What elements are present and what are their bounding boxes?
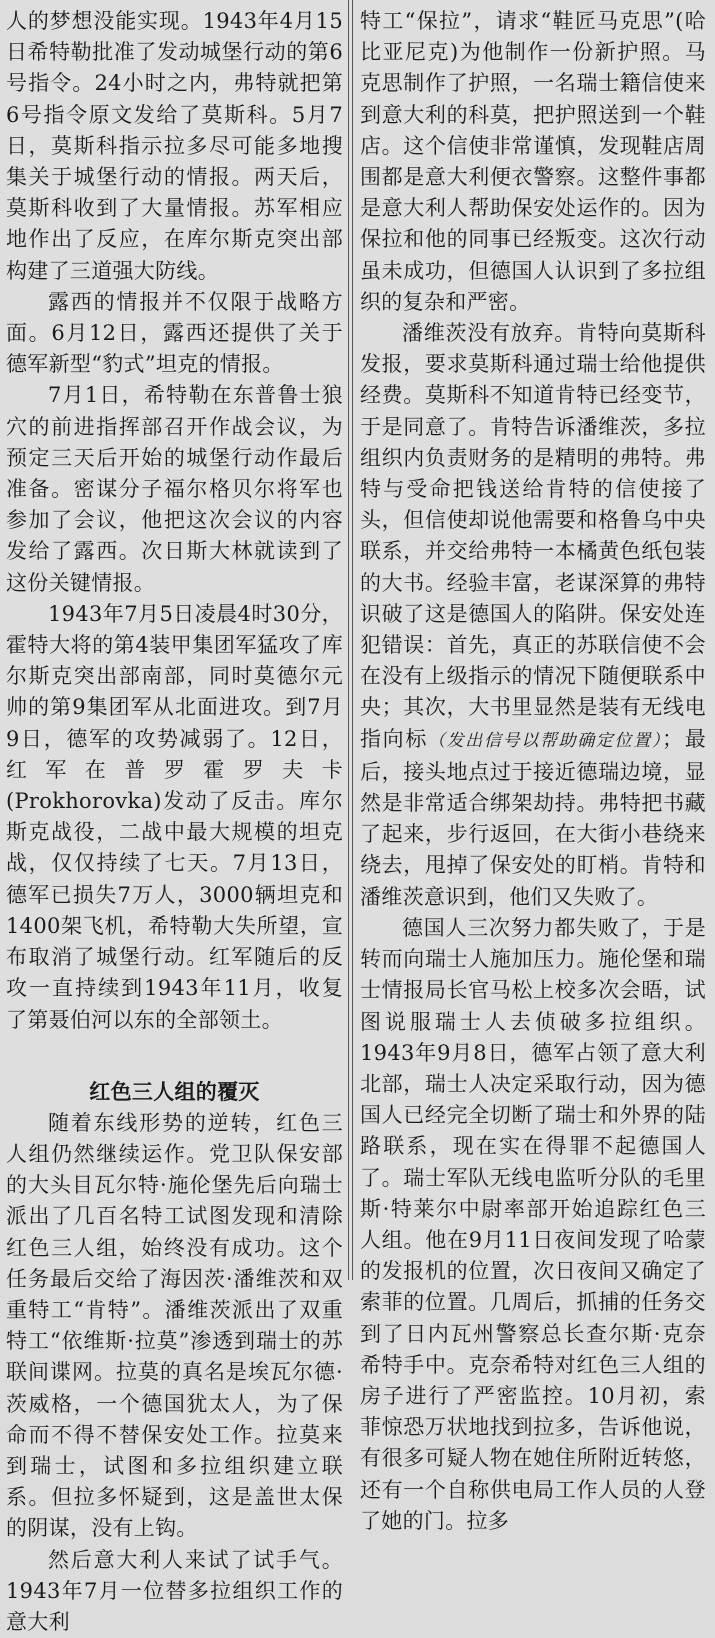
paragraph-text: 潘维茨没有放弃。肯特向莫斯科发报，要求莫斯科通过瑞士给他提供经费。莫斯科不知道肯特已经变节，于是同意了。肯特告诉潘维茨，多拉组织内负责财务的是精明的弗特。弗特与受命把钱送给肯特的信使接了头，但信使却说他需要和格鲁乌中央联系，并交给弗特一本橘黄色纸包装的大书。经验丰富，老谋深算的弗特识破了这是德国人的陷阱。保安处连犯错误：首先，真正的苏联信使不会在没有上级指示的情况下随便联系中央；其次，大书里显然是装有无线电指向标 (360, 321, 706, 751)
paragraph: 随着东线形势的逆转，红色三人组仍然继续运作。党卫队保安部的大头目瓦尔特·施伦堡先后向瑞士派出了几百名特工试图发现和清除红色三人组，始终没有成功。这个任务最后交给了海因茨·潘维茨和双重特工“肯特”。潘维茨派出了双重特工“依维斯·拉莫”渗透到瑞士的苏联间谍网。拉莫的真名是埃瓦尔德·茨威格，一个德国犹太人，为了保命而不得不替保安处工作。拉莫来到瑞士，试图和多拉组织建立联系。但拉多怀疑到，这是盖世太保的阴谋，没有上钩。 (6, 1110, 343, 1541)
paragraph: 特工“保拉”，请求“鞋匠马克思”(哈比亚尼克)为他制作一份新护照。马克思制作了护照，一名瑞士籍信使来到意大利的科莫，把护照送到一个鞋店。这个信使非常谨慎，发现鞋店周围都是意大利便衣警察。这整件事都是意大利人帮助保安处运作的。因为保拉和他的同事已经叛变。这次行动虽未成功，但德国人认识到了多拉组织的复杂和严密。 (360, 9, 706, 314)
column-divider-left (348, 0, 349, 1280)
right-column (360, 0, 706, 1537)
paragraph (360, 318, 706, 913)
section-heading: 红色三人组的覆灭 (89, 1079, 260, 1104)
left-column (6, 0, 343, 1638)
column-divider-right (352, 0, 353, 1280)
paragraph-text: ；最后，接头地点过于接近德瑞边境，显然是非常适合绑架劫持。弗特把书藏了起来，步行返回，在大街小巷绕来绕去，甩掉了保安处的盯梢。肯特和潘维茨意识到，他们又失败了。 (360, 726, 707, 909)
paragraph: 露西的情报并不仅限于战略方面。6月12日，露西还提供了关于德军新型“豹式”坦克的情报。 (6, 289, 343, 377)
paragraph: 7月1日，希特勒在东普鲁士狼穴的前进指挥部召开作战会议，为预定三天后开始的城堡行动作最后准备。密谋分子福尔格贝尔将军也参加了会议，他把这次会议的内容发给了露西。次日斯大林就读到了这份关键情报。 (6, 383, 343, 595)
paragraph: 德国人三次努力都失败了，于是转而向瑞士人施加压力。施伦堡和瑞士情报局长官马松上校多次会晤，试图说服瑞士人去侦破多拉组织。1943年9月8日，德军占领了意大利北部，瑞士人决定采取行动，因为德国人已经完全切断了瑞士和外界的陆路联系，现在实在得罪不起德国人了。瑞士军队无线电监听分队的毛里斯·特莱尔中尉率部开始追踪红色三人组。他在9月11日夜间发现了哈蒙的发报机的位置，次日夜间又确定了索菲的位置。几周后，抓捕的任务交到了日内瓦州警察总长查尔斯·克奈希特手中。克奈希特对红色三人组的房子进行了严密监控。10月初，索菲惊恐万状地找到拉多，告诉他说，有很多可疑人物在她住所附近转悠，还有一个自称供电局工作人员的人登了她的门。拉多 (360, 915, 706, 1533)
paragraph: 人的梦想没能实现。1943年4月15日希特勒批准了发动城堡行动的第6号指令。24小时之内，弗特就把第6号指令原文发给了莫斯科。5月7日，莫斯科指示拉多尽可能多地搜集关于城堡行动的情报。两天后，莫斯科收到了大量情报。苏军相应地作出了反应，在库尔斯克突出部构建了三道强大防线。 (6, 9, 343, 283)
paragraph: 1943年7月5日凌晨4时30分，霍特大将的第4装甲集团军猛攻了库尔斯克突出部南部，同时莫德尔元帅的第9集团军从北面进攻。到7月9日，德军的攻势减弱了。12日，红军在普罗霍罗夫卡(Prokhorovka)发动了反击。库尔斯克战役，二战中最大规模的坦克战，仅仅持续了七天。7月13日，德军已损失7万人，3000辆坦克和1400架飞机，希特勒大失所望，宣布取消了城堡行动。红军随后的反攻一直持续到1943年11月，收复了第聂伯河以东的全部领土。 (6, 601, 343, 1032)
paragraph: 然后意大利人来试了试手气。1943年7月一位替多拉组织工作的意大利 (6, 1547, 343, 1634)
inline-note: （发出信号以帮助确定位置） (427, 730, 663, 751)
